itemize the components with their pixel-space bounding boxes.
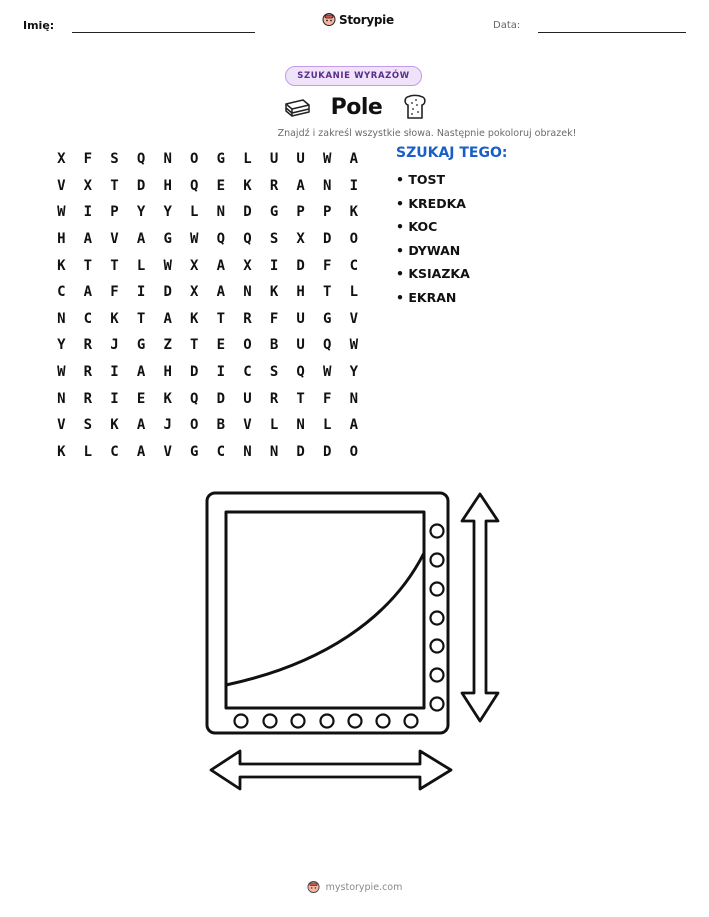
grid-letter[interactable]: X [57,151,66,168]
grid-letter[interactable]: U [296,337,305,354]
footer [0,880,709,894]
grid-letter[interactable]: T [323,284,332,301]
grid-letter[interactable]: D [243,204,252,221]
word-item: • EKRAN [396,289,457,305]
grid-letter[interactable]: G [269,204,279,221]
grid-letter[interactable]: H [296,284,305,301]
grid-letter[interactable]: N [216,204,226,221]
grid-letter[interactable]: X [190,257,199,274]
grid-letter[interactable]: X [243,257,252,274]
grid-letter[interactable]: D [323,231,332,248]
grid-letter[interactable]: T [83,257,93,274]
grid-letter[interactable]: N [323,177,332,194]
grid-letter[interactable]: F [110,284,119,301]
grid-letter[interactable]: R [243,310,252,327]
grid-letter[interactable]: P [110,204,119,221]
grid-letter[interactable]: Q [243,231,252,248]
grid-letter[interactable]: H [163,177,172,194]
grid-letter[interactable]: V [243,417,252,434]
grid-letter[interactable]: F [83,151,93,168]
grid-letter[interactable]: C [349,257,359,274]
word-item: • DYWAN [396,242,461,258]
grid-letter[interactable]: K [110,310,119,327]
grid-letter[interactable]: Q [190,390,199,407]
grid-letter[interactable]: K [243,177,252,194]
grid-letter[interactable]: A [83,284,93,301]
grid-letter[interactable]: B [269,337,279,354]
grid-letter[interactable]: X [296,231,305,248]
grid-letter[interactable]: D [216,390,226,407]
horizontal-double-arrow [211,751,451,789]
grid-letter[interactable]: N [296,417,305,434]
grid-letter[interactable]: T [110,257,119,274]
grid-letter[interactable]: S [269,231,279,248]
grid-letter[interactable]: Y [163,204,172,221]
grid-letter[interactable]: V [57,177,66,194]
grid-letter[interactable]: C [57,284,66,301]
grid-letter[interactable]: E [216,337,226,354]
grid-letter[interactable]: G [163,231,172,248]
grid-letter[interactable]: A [296,177,305,194]
date-label: Data: [493,20,521,31]
grid-letter[interactable]: W [190,231,199,248]
grid-letter[interactable]: T [110,177,119,194]
grid-letter[interactable]: W [323,151,332,168]
grid-letter[interactable]: F [269,310,279,327]
grid-letter[interactable]: F [323,390,332,407]
grid-letter[interactable]: Q [136,151,146,168]
grid-letter[interactable]: N [269,443,279,460]
grid-letter[interactable]: N [243,443,252,460]
word-item: • TOST [396,172,446,187]
grid-letter[interactable]: D [296,257,305,274]
name-label: Imię: [23,19,55,32]
grid-letter[interactable]: W [323,364,332,381]
grid-letter[interactable]: U [296,151,305,168]
grid-letter[interactable]: X [83,177,93,194]
grid-letter[interactable]: U [269,151,279,168]
grid-letter[interactable]: T [216,310,226,327]
grid-letter[interactable]: A [136,364,146,381]
grid-letter[interactable]: N [57,310,66,327]
grid-letter[interactable]: A [349,151,359,168]
grid-letter[interactable]: O [243,337,252,354]
grid-letter[interactable]: N [243,284,252,301]
grid-letter[interactable]: J [163,417,172,434]
grid-letter[interactable]: Y [57,337,66,354]
grid-letter[interactable]: O [190,151,199,168]
grid-letter[interactable]: K [57,257,66,274]
grid-letter[interactable]: A [83,231,93,248]
grid-letter[interactable]: S [110,151,119,168]
grid-letter[interactable]: O [190,417,199,434]
grid-letter[interactable]: R [83,364,93,381]
grid-letter[interactable]: Q [216,231,226,248]
grid-letter[interactable]: T [296,390,305,407]
grid-letter[interactable]: S [83,417,93,434]
grid-letter[interactable]: C [83,310,93,327]
footer-site-link[interactable]: mystorypie.com [325,881,403,893]
grid-letter[interactable]: F [323,257,332,274]
grid-letter[interactable]: R [269,177,279,194]
grid-letter[interactable]: Q [323,337,332,354]
grid-letter[interactable]: W [57,204,66,221]
grid-letter[interactable]: T [190,337,199,354]
grid-letter[interactable]: O [349,443,359,460]
page-title: Pole [330,94,383,120]
grid-letter[interactable]: N [163,151,172,168]
grid-letter[interactable]: A [216,257,226,274]
grid-letter[interactable]: I [110,364,119,381]
grid-letter[interactable]: V [163,443,172,460]
word-item: • KOC [396,219,438,234]
grid-letter[interactable]: Z [163,337,172,354]
word-list-heading: SZUKAJ TEGO: [396,145,508,161]
grid-letter[interactable]: A [136,443,146,460]
grid-letter[interactable]: U [243,390,252,407]
grid-letter[interactable]: C [110,443,119,460]
grid-letter[interactable]: L [349,284,359,301]
grid-letter[interactable]: G [216,151,226,168]
grid-letter[interactable]: I [136,284,146,301]
grid-letter[interactable]: E [216,177,226,194]
grid-letter[interactable]: L [190,204,199,221]
grid-letter[interactable]: R [83,390,93,407]
grid-letter[interactable]: K [269,284,279,301]
grid-letter[interactable]: K [190,310,199,327]
grid-letter[interactable]: E [136,390,146,407]
grid-letter[interactable]: I [269,257,279,274]
vertical-double-arrow [462,494,498,721]
storypie-logo-icon [307,880,320,894]
screen-illustration [207,493,448,733]
grid-letter[interactable]: J [110,337,119,354]
grid-letter[interactable]: L [83,443,93,460]
grid-letter[interactable]: N [349,390,359,407]
grid-letter[interactable]: T [136,310,146,327]
grid-letter[interactable]: V [57,417,66,434]
grid-letter[interactable]: K [349,204,359,221]
grid-letter[interactable]: H [57,231,66,248]
grid-letter[interactable]: O [349,231,359,248]
grid-letter[interactable]: P [323,204,332,221]
grid-letter[interactable]: G [323,310,332,327]
grid-letter[interactable]: I [83,204,93,221]
grid-letter[interactable]: A [136,417,146,434]
grid-letter[interactable]: V [110,231,119,248]
grid-letter[interactable]: S [269,364,279,381]
word-item: • KREDKA [396,195,466,211]
grid-letter[interactable]: Q [296,364,305,381]
grid-letter[interactable]: Y [349,364,359,381]
grid-letter[interactable]: K [110,417,119,434]
grid-letter[interactable]: A [349,417,359,434]
grid-letter[interactable]: U [296,310,305,327]
grid-letter[interactable]: D [323,443,332,460]
grid-letter[interactable]: Y [136,204,146,221]
grid-letter[interactable]: L [323,417,332,434]
grid-letter[interactable]: X [190,284,199,301]
grid-letter[interactable]: G [136,337,146,354]
grid-letter[interactable]: V [349,310,359,327]
grid-letter[interactable]: L [269,417,279,434]
grid-letter[interactable]: D [296,443,305,460]
grid-letter[interactable]: W [57,364,66,381]
grid-letter[interactable]: I [349,177,359,194]
grid-letter[interactable]: Q [190,177,199,194]
grid-letter[interactable]: C [243,364,252,381]
grid-letter[interactable]: D [163,284,172,301]
grid-letter[interactable]: H [163,364,172,381]
word-item: • KSIAZKA [396,266,470,281]
grid-letter[interactable]: C [216,443,226,460]
grid-letter[interactable]: W [163,257,172,274]
grid-letter[interactable]: B [216,417,226,434]
grid-letter[interactable]: R [269,390,279,407]
grid-letter[interactable]: L [243,151,252,168]
grid-letter[interactable]: G [190,443,199,460]
brand-name: Storypie [339,12,394,27]
grid-letter[interactable]: I [216,364,226,381]
grid-letter[interactable]: R [83,337,93,354]
activity-badge: SZUKANIE WYRAZÓW [285,66,422,86]
grid-letter[interactable]: P [296,204,305,221]
grid-letter[interactable]: K [163,390,172,407]
grid-letter[interactable]: I [110,390,119,407]
instructions-text: Znajdź i zakreśl wszystkie słowa. Następnie pokoloruj obrazek! [277,128,577,139]
grid-letter[interactable]: A [136,231,146,248]
grid-letter[interactable]: N [57,390,66,407]
grid-letter[interactable]: L [136,257,146,274]
grid-letter[interactable]: K [57,443,66,460]
grid-letter[interactable]: A [163,310,172,327]
grid-letter[interactable]: A [216,284,226,301]
grid-letter[interactable]: D [136,177,146,194]
grid-letter[interactable]: D [190,364,199,381]
grid-letter[interactable]: W [349,337,359,354]
